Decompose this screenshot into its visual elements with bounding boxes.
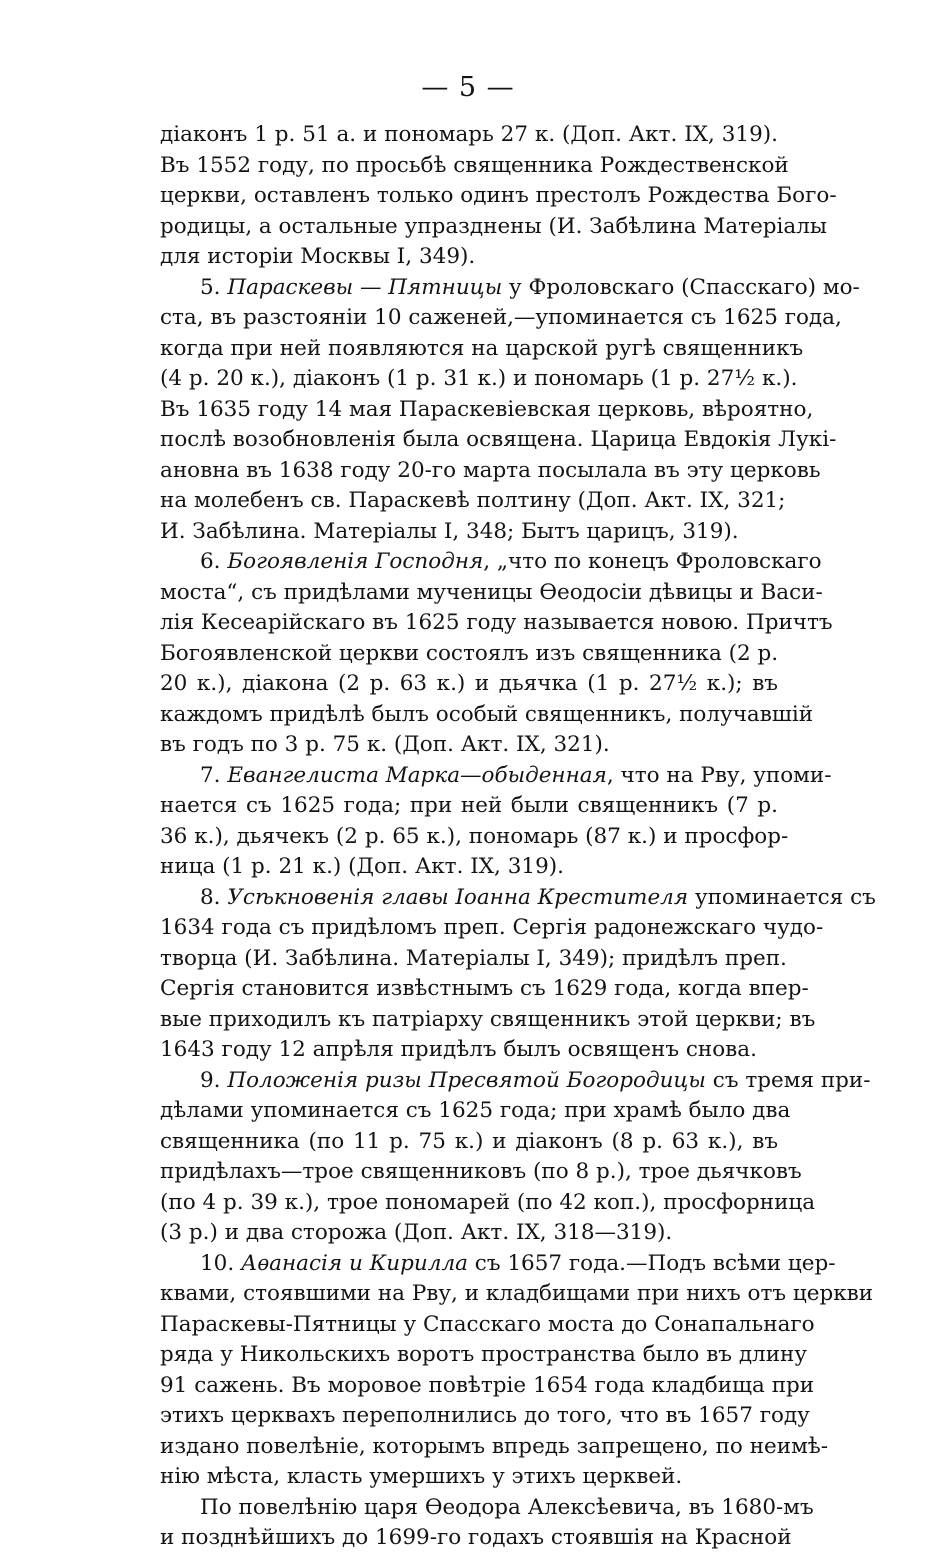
text-line — [160, 883, 876, 914]
text-line: родицы, а остальные упразднены (И. Забѣлина Матеріалы — [160, 213, 828, 239]
text-line: 36 к.), дьячекъ (2 р. 65 к.), пономарь (87 к.) и просфор- — [160, 823, 789, 849]
text-line: (3 р.) и два сторожа (Доп. Акт. IX, 318—319). — [160, 1220, 673, 1245]
church-name: Аѳанасія и Кирилла — [241, 1250, 468, 1276]
line-text: , что на Рву, упоми- — [606, 762, 832, 788]
text-line: для исторіи Москвы I, 349). — [160, 244, 476, 269]
text-line: церкви, оставленъ только одинъ престолъ Рождества Бого- — [160, 183, 837, 208]
text-line: По повелѣнію царя Ѳеодора Алексѣевича, въ 1680-мъ — [200, 1494, 814, 1520]
paragraph — [160, 1493, 814, 1554]
paragraph — [160, 1249, 874, 1493]
church-name: Богоявленія Господня — [227, 549, 484, 574]
text-line — [160, 273, 860, 304]
text-line: 1634 года съ придѣломъ преп. Сергія радонежскаго чудо- — [160, 915, 824, 940]
line-text: , „что по конецъ Фроловскаго — [483, 549, 822, 574]
text-line: дѣлами упоминается съ 1625 года; при храмѣ было два — [160, 1098, 791, 1123]
text-line: Сергія становится извѣстнымъ съ 1629 года, когда впер- — [160, 976, 809, 1001]
item-number: 9. — [200, 1067, 228, 1093]
item-number: 5. — [200, 274, 228, 300]
text-line: творца (И. Забѣлина. Матеріалы I, 349); придѣлъ преп. — [160, 945, 787, 971]
text-line: и позднѣйшихъ до 1699-го годахъ стоявшія на Красной — [160, 1525, 792, 1550]
text-line: 1643 году 12 апрѣля придѣлъ былъ освященъ снова. — [160, 1037, 757, 1062]
text-line: ановна въ 1638 году 20-го марта посылала въ эту церковь — [160, 457, 821, 483]
text-line: каждомъ придѣлѣ былъ особый священникъ, получавшій — [160, 701, 814, 727]
text-line: нается съ 1625 года; при ней были священникъ (7 р. — [160, 793, 778, 818]
text-line: И. Забѣлина. Матеріалы I, 348; Бытъ царицъ, 319). — [160, 518, 739, 544]
text-line: священника (по 11 р. 75 к.) и діаконъ (8 р. 63 к.), въ — [160, 1128, 778, 1154]
text-line: квами, стоявшими на Рву, и кладбищами при нихъ отъ церкви — [160, 1281, 874, 1306]
text-line: моста“, съ придѣлами мученицы Ѳеодосіи дѣвицы и Васи- — [160, 579, 823, 605]
text-line: на молебенъ св. Параскевѣ полтину (Доп. Акт. IX, 321; — [160, 488, 786, 513]
text-line: ница (1 р. 21 к.) (Доп. Акт. IX, 319). — [160, 854, 564, 879]
page-number: — 5 — — [421, 72, 515, 103]
line-text: съ тремя при- — [705, 1067, 871, 1093]
text-line: Богоявленской церкви состоялъ изъ священника (2 р. — [160, 640, 779, 666]
text-line — [160, 547, 822, 578]
text-line: 91 сажень. Въ моровое повѣтріе 1654 года кладбища при — [160, 1372, 815, 1398]
text-line: ста, въ разстояніи 10 саженей,—упоминается съ 1625 года, — [160, 305, 842, 330]
church-name: Положенія ризы Пресвятой Богородицы — [227, 1067, 706, 1093]
paragraph — [160, 883, 876, 1066]
text-line: діаконъ 1 р. 51 а. и пономарь 27 к. (Доп. Акт. IX, 319). — [160, 122, 778, 147]
text-line: нію мѣста, класть умершихъ у этихъ церквей. — [160, 1464, 683, 1489]
text-line: ряда у Никольскихъ воротъ пространства было въ длину — [160, 1342, 808, 1367]
text-line: когда при ней появляются на царской ругѣ священникъ — [160, 335, 804, 361]
text-line: въ годъ по 3 р. 75 к. (Доп. Акт. IX, 321). — [160, 732, 610, 757]
paragraph — [160, 1066, 871, 1249]
church-name: Евангелиста Марка—обыденная — [227, 762, 607, 788]
paragraph — [160, 547, 833, 761]
line-text: упоминается съ — [688, 884, 876, 910]
text-line: (4 р. 20 к.), діаконъ (1 р. 31 к.) и пономарь (1 р. 27½ к.). — [160, 366, 798, 391]
text-line — [160, 1066, 871, 1097]
item-number: 6. — [200, 549, 228, 574]
text-line: Въ 1635 году 14 мая Параскевіевская церковь, вѣроятно, — [160, 396, 814, 422]
text-line: лія Кесеарійскаго въ 1625 году называется новою. Причтъ — [160, 610, 833, 635]
line-text: у Фроловскаго (Спасскаго) мо- — [502, 274, 860, 300]
page-body-text — [160, 120, 876, 1554]
paragraph — [160, 120, 837, 273]
text-line: Параскевы-Пятницы у Спасскаго моста до Сонапальнаго — [160, 1311, 815, 1337]
text-line: Въ 1552 году, по просьбѣ священника Рождественской — [160, 152, 789, 178]
line-text: съ 1657 года.—Подъ всѣми цер- — [467, 1250, 836, 1276]
text-line: послѣ возобновленія была освящена. Царица Евдокія Лукі- — [160, 427, 837, 452]
text-line: издано повелѣніе, которымъ впредь запрещено, по неимѣ- — [160, 1433, 829, 1459]
text-line: вые приходилъ къ патріарху священникъ этой церкви; въ — [160, 1006, 816, 1032]
text-line — [160, 1249, 836, 1280]
item-number: 7. — [200, 762, 228, 788]
item-number: 8. — [200, 884, 228, 910]
paragraph — [160, 273, 860, 548]
text-line: (по 4 р. 39 к.), трое пономарей (по 42 коп.), просфорница — [160, 1189, 816, 1215]
church-name: Усѣкновенія главы Іоанна Крестителя — [227, 884, 689, 910]
text-line: 20 к.), діакона (2 р. 63 к.) и дьячка (1 р. 27½ к.); въ — [160, 671, 778, 696]
text-line: придѣлахъ—трое священниковъ (по 8 р.), трое дьячковъ — [160, 1159, 802, 1184]
item-number: 10. — [200, 1250, 242, 1276]
paragraph — [160, 761, 832, 883]
text-line — [160, 761, 832, 792]
church-name: Параскевы — Пятницы — [227, 274, 503, 300]
text-line: этихъ церквахъ переполнились до того, что въ 1657 году — [160, 1403, 810, 1428]
